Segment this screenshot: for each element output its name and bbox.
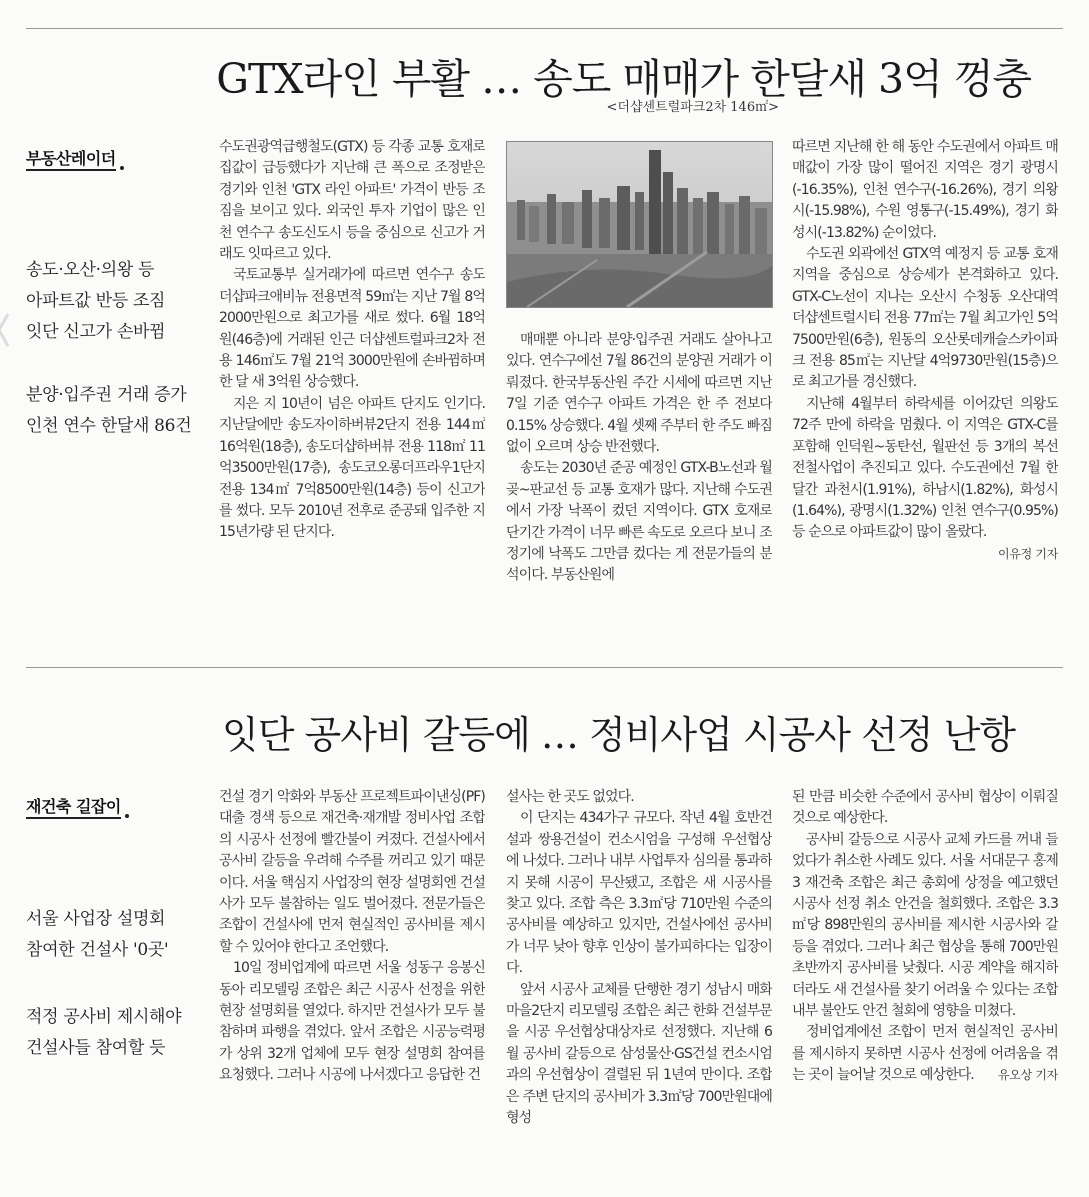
subhead-line: 적정 공사비 제시해야 <box>26 1007 182 1027</box>
section-underline <box>26 169 116 171</box>
subhead-line: 아파트값 반등 조짐 <box>26 291 166 311</box>
subhead-line: 잇단 신고가 손바뀜 <box>26 322 166 342</box>
chevron-left-icon <box>0 312 10 348</box>
paragraph-last <box>792 1022 1058 1086</box>
section-label-text: 재건축 길잡이 <box>26 797 121 816</box>
paragraph: 건설 경기 악화와 부동산 프로젝트파이낸싱(PF) 대출 경색 등으로 재건축·재개발 정비사업 조합의 시공사 선정에 빨간불이 켜졌다. 건설사에서 공사비 갈등을 우려해 수주를 꺼리고 있기 때문이다. 서울 핵심지 사업장의 현장 설명회엔 건설사가 모두 불참하는 일도 벌어졌다. 전문가들은 조합이 건설사에 먼저 현실적인 공사비를 제시할 수 있어야 한다고 조언했다. <box>219 789 485 955</box>
headline: GTX라인 부활 … 송도 매매가 한달새 3억 껑충 <box>216 55 1031 103</box>
byline: 이유정 기자 <box>998 546 1058 561</box>
paragraph: 국토교통부 실거래가에 따르면 연수구 송도더샵파크애비뉴 전용면적 59㎡는 지난 7월 8억2000만원으로 최고가를 새로 썼다. 6월 18억원(46층)에 거래된 인근 더샵센트럴파크2차 전용 146㎡도 7월 21억 3000만원에 손바뀜하며 한 달 새 3억원 상승했다. <box>219 267 485 391</box>
paragraph: 수도권 외곽에선 GTX역 예정지 등 교통 호재 지역을 중심으로 상승세가 본격화하고 있다. GTX-C노선이 지나는 오산시 수청동 오산대역더샵센트럴시티 전용 77㎡는 7월 최고가인 5억7500만원(6층), 원동의 오산롯데캐슬스카이파크 전용 85㎡는 지난달 4억9730만원(15층)으로 최고가를 경신했다. <box>792 246 1058 391</box>
section-underline <box>26 817 121 819</box>
headline: 잇단 공사비 갈등에 … 정비사업 시공사 선정 난항 <box>222 713 1016 757</box>
article-column-3 <box>792 787 1058 1192</box>
subhead-2 <box>26 380 206 442</box>
paragraph: 매매뿐 아니라 분양·입주권 거래도 살아나고 있다. 연수구에선 7월 86건의 분양권 거래가 이뤄졌다. 한국부동산원 주간 시세에 따르면 지난 7일 기준 연수구 아파트 가격은 한 주 전보다 0.15% 상승했다. 4월 셋째 주부터 한 주도 빠짐없이 오르며 상승 반전했다. <box>506 332 772 456</box>
subhead-line: 서울 사업장 설명회 <box>26 909 166 929</box>
subhead-line: 분양·입주권 거래 증가 <box>26 385 187 405</box>
article-column-3 <box>792 137 1058 647</box>
paragraph: 된 만큼 비슷한 수준에서 공사비 협상이 이뤄질 것으로 예상한다. <box>792 789 1058 827</box>
subhead-line: 인천 연수 한달새 86건 <box>26 416 192 436</box>
byline: 유오상 기자 <box>998 1068 1058 1083</box>
paragraph: 설사는 한 곳도 없었다. <box>506 789 634 805</box>
paragraph-last <box>792 394 1058 561</box>
article-column-2 <box>506 787 772 1192</box>
subhead-line: 건설사들 참여할 듯 <box>26 1038 166 1058</box>
skyline-image <box>507 142 772 307</box>
subhead-line: 송도·오산·의왕 등 <box>26 260 155 280</box>
paragraph: 10일 정비업계에 따르면 서울 성동구 응봉신동아 리모델링 조합은 최근 시공사 선정을 위한 현장 설명회를 열었다. 하지만 건설사가 모두 불참하며 파행을 겪었다. 앞서 조합은 시공능력평가 상위 32개 업체에 모두 현장 설명회 참여를 요청했다. 그러나 시공에 나서겠다고 응답한 건 <box>219 960 485 1084</box>
section-label-text: 부동산레이더 <box>26 149 116 168</box>
paragraph-text: 정비업계에선 조합이 먼저 현실적인 공사비를 제시하지 못하면 시공사 선정에 어려움을 겪는 곳이 늘어날 것으로 예상한다. <box>792 1024 1058 1084</box>
paragraph: 송도는 2030년 준공 예정인 GTX-B노선과 월곶~판교선 등 교통 호재가 많다. 지난해 수도권에서 가장 낙폭이 컸던 지역이다. GTX 호재로 단기간 가격이 너무 빠른 속도로 오르다 보니 조정기에 낙폭도 그만큼 컸다는 게 전문가들의 분석이다. 부동산원에 <box>506 460 772 584</box>
paragraph: 이 단지는 434가구 규모다. 작년 4월 호반건설과 쌍용건설이 컨소시엄을 구성해 우선협상에 나섰다. 그러나 내부 사업투자 심의를 통과하지 못해 시공이 무산됐고, 조합은 새 시공사를 찾고 있다. 조합 측은 3.3㎡당 710만원 수준의 공사비를 예상하고 있지만, 건설사에선 공사비가 너무 낮아 향후 인상이 불가피하다는 입장이다. <box>506 810 772 977</box>
photo-caption: <더샵센트럴파크2차 146㎡> <box>606 100 779 115</box>
top-rule <box>26 28 1063 29</box>
section-label <box>26 794 121 817</box>
article-redevelopment <box>0 672 1089 1197</box>
section-label <box>26 146 116 169</box>
paragraph: 수도권광역급행철도(GTX) 등 각종 교통 호재로 집값이 급등했다가 지난해 큰 폭으로 조정받은 경기와 인천 'GTX 라인 아파트' 가격이 반등 조짐을 보이고 있다. 외국인 투자 기업이 많은 인천 연수구 송도신도시 등을 중심으로 신고가 거래도 잇따르고 있다. <box>219 139 485 263</box>
paragraph: 앞서 시공사 교체를 단행한 경기 성남시 매화마을2단지 리모델링 조합은 최근 한화 건설부문을 시공 우선협상대상자로 선정했다. 지난해 6월 공사비 갈등으로 삼성물산·GS건설 컨소시엄과의 우선협상이 결렬된 뒤 1년여 만이다. 조합은 주변 단지의 공사비가 3.3㎡당 700만원대에 형성 <box>506 981 772 1127</box>
subhead-2 <box>26 1002 206 1064</box>
article-column-1 <box>219 787 485 1192</box>
section-divider <box>26 667 1063 668</box>
article-column-2 <box>506 330 772 647</box>
article-column-1 <box>219 137 485 647</box>
section-dot <box>120 166 124 170</box>
city-skyline-photo <box>506 141 773 308</box>
paragraph: 지은 지 10년이 넘은 아파트 단지도 인기다. 지난달에만 송도자이하버뷰2단지 전용 144㎡ 16억원(18층), 송도더샵하버뷰 전용 118㎡ 11억3500만원(17층), 송도코오롱더프라우1단지 전용 134㎡ 7억8500만원(14층) 등이 신고가를 썼다. 모두 2010년 전후로 준공돼 입주한 지 15년가량 된 단지다. <box>219 395 485 541</box>
subhead-line: 참여한 건설사 '0곳' <box>26 940 169 960</box>
paragraph-text: 지난해 4월부터 하락세를 이어갔던 의왕도 72주 만에 하락을 멈췄다. 이 지역은 GTX-C를 포함해 인덕원~동탄선, 월판선 등 3개의 복선전철사업이 추진되고 있다. 수도권에선 7월 한 달간 과천시(1.91%), 하남시(1.82%), 화성시(1.64%), 광명시(1.32%) 인천 연수구(0.95%) 등 순으로 아파트값이 많이 올랐다. <box>792 395 1058 541</box>
subhead-1 <box>26 255 206 348</box>
subhead-1 <box>26 904 206 966</box>
paragraph: 공사비 갈등으로 시공사 교체 카드를 꺼내 들었다가 취소한 사례도 있다. 서울 서대문구 홍제3 재건축 조합은 최근 총회에 상정을 예고했던 시공사 선정 취소 안건을 철회했다. 조합은 3.3㎡당 898만원의 공사비를 제시한 시공사와 갈등을 겪었다. 그러나 최근 협상을 통해 700만원 초반까지 공사비를 낮췄다. 시공 계약을 해지하더라도 새 건설사를 찾기 어려울 수 있다는 조합 내부 불안도 안건 철회에 영향을 미쳤다. <box>792 831 1058 1020</box>
section-dot <box>125 814 129 818</box>
paragraph: 따르면 지난해 한 해 동안 수도권에서 아파트 매매값이 가장 많이 떨어진 지역은 경기 광명시(-16.35%), 인천 연수구(-16.26%), 경기 의왕시(-15.98%), 수원 영통구(-15.49%), 경기 화성시(-13.82%) 순이었다. <box>792 139 1058 241</box>
